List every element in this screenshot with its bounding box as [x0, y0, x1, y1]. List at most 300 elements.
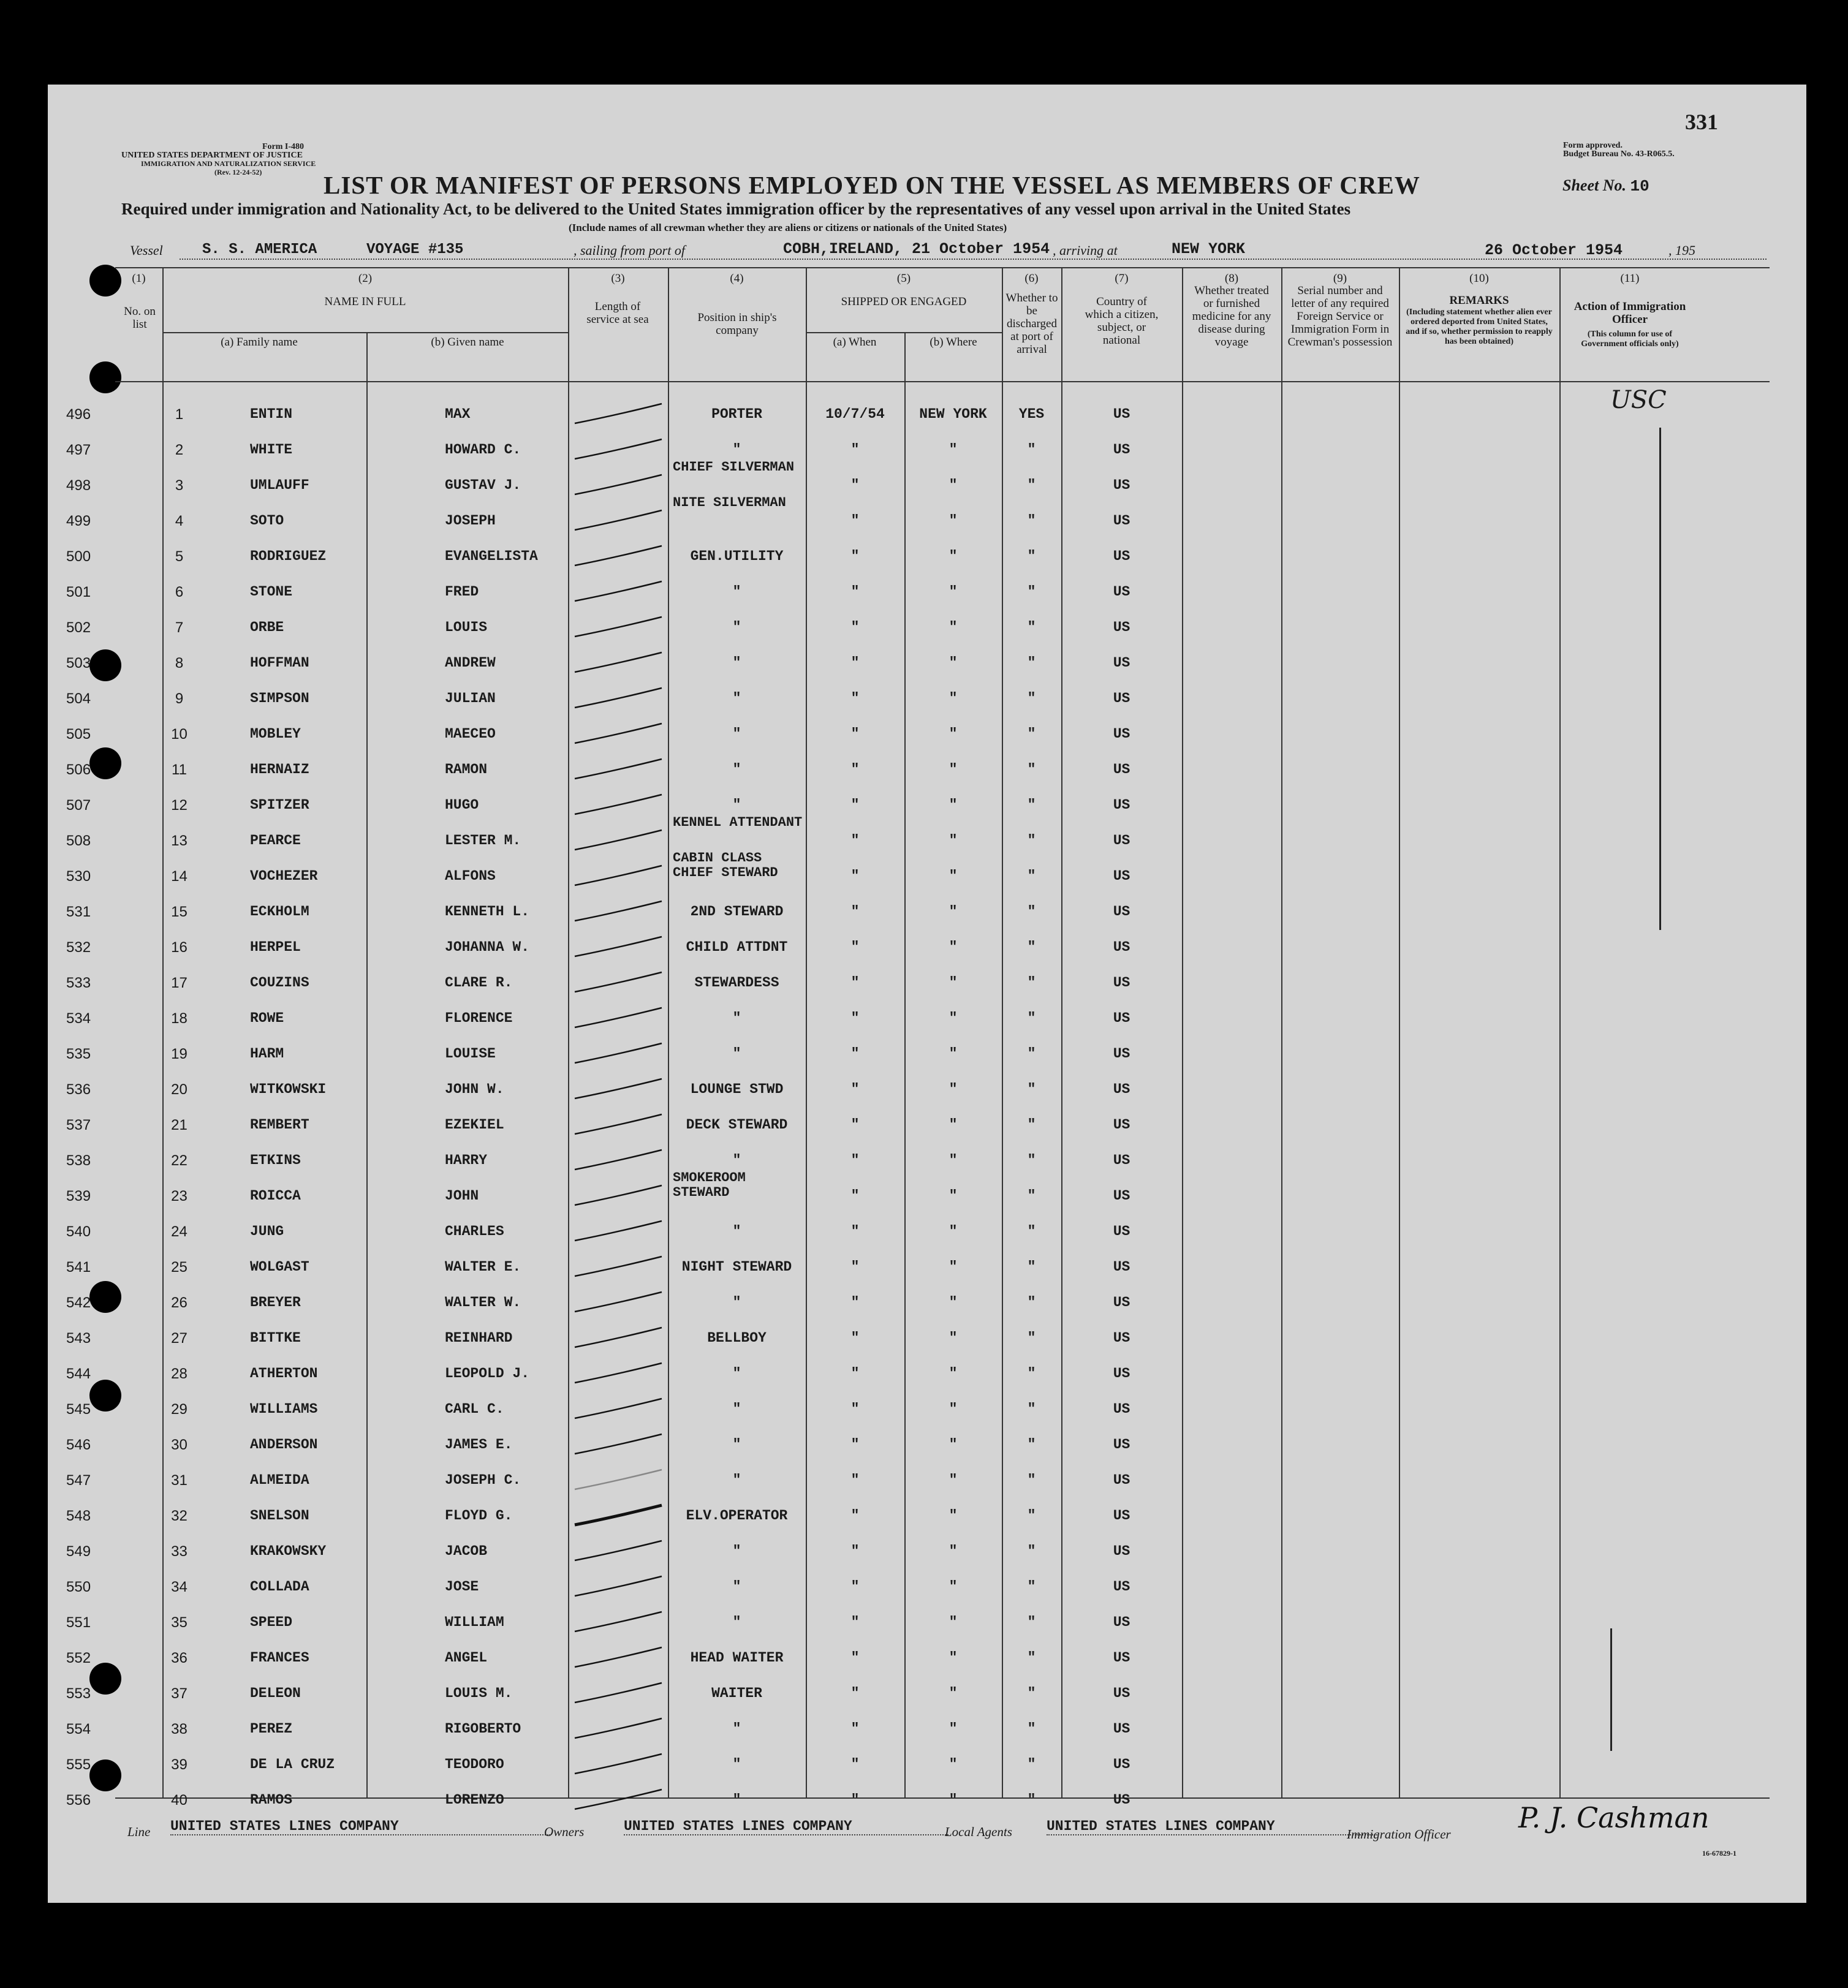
cell-country: US [1113, 797, 1130, 813]
cell-where: " [949, 1117, 958, 1133]
officer-signature: P. J. Cashman [1518, 1801, 1710, 1834]
cell-where: " [949, 939, 958, 955]
cell-family: WOLGAST [250, 1259, 309, 1275]
cell-position: " [732, 1614, 741, 1630]
cell-position: " [732, 1721, 741, 1737]
cell-position: " [732, 1756, 741, 1772]
cell-family: JUNG [250, 1223, 284, 1239]
col11-header: Action of Immigration Officer [1573, 300, 1686, 326]
cell-family: RAMOS [250, 1792, 293, 1808]
sheet-number-value: 10 [1630, 177, 1649, 195]
cell-no: 13 [171, 833, 187, 849]
col4-header: Position in ship's company [697, 311, 777, 337]
cell-given: GUSTAV J. [445, 477, 521, 493]
cell-family: MOBLEY [250, 726, 301, 742]
cell-when: " [850, 1756, 860, 1772]
cell-family: ATHERTON [250, 1366, 318, 1381]
owners-value: UNITED STATES LINES COMPANY [624, 1818, 949, 1835]
cell-country: US [1113, 1579, 1130, 1595]
cell-given: ANGEL [445, 1650, 488, 1666]
cell-country: US [1113, 442, 1130, 458]
cell-family: BITTKE [250, 1330, 301, 1346]
col9-num: (9) [1333, 272, 1347, 285]
cell-when: " [850, 690, 860, 706]
stamp-number: 551 [66, 1614, 91, 1631]
cell-when: " [850, 1472, 860, 1488]
cell-given: WILLIAM [445, 1614, 504, 1630]
cell-discharge: " [1027, 513, 1036, 529]
service-pen-stroke [570, 825, 668, 856]
cell-where: " [949, 1650, 958, 1666]
cell-discharge: " [1027, 655, 1036, 671]
cell-discharge: " [1027, 548, 1036, 564]
cell-country: US [1113, 1756, 1130, 1772]
cell-where: " [949, 619, 958, 635]
stamp-number: 552 [66, 1650, 91, 1666]
cell-where: " [949, 1188, 958, 1204]
service-pen-stroke [570, 1074, 668, 1105]
cell-discharge: " [1027, 1472, 1036, 1488]
stamp-number: 496 [66, 406, 91, 423]
service-pen-stroke [570, 1678, 668, 1709]
page-note: (Include names of all crewman whether they are aliens or citizens or nationals of the United States) [569, 222, 1007, 233]
cell-family: HERNAIZ [250, 762, 309, 777]
cell-family: PEREZ [250, 1721, 293, 1737]
cell-position: CABIN CLASS CHIEF STEWARD [673, 850, 778, 880]
cell-position: GEN.UTILITY [690, 548, 784, 564]
cell-where: " [949, 1792, 958, 1808]
cell-country: US [1113, 1010, 1130, 1026]
cell-country: US [1113, 619, 1130, 635]
cell-where: " [949, 1223, 958, 1239]
service-pen-stroke [570, 1785, 668, 1815]
service-pen-stroke [570, 1749, 668, 1780]
col7-header: Country of which a citizen, subject, or national [1085, 295, 1159, 347]
cell-discharge: " [1027, 1010, 1036, 1026]
col2-num: (2) [358, 272, 373, 285]
cell-discharge: " [1027, 584, 1036, 600]
col11-num: (11) [1620, 272, 1640, 285]
cell-no: 1 [175, 406, 184, 423]
cell-discharge: YES [1018, 406, 1045, 422]
cell-family: DE LA CRUZ [250, 1756, 335, 1772]
cell-family: BREYER [250, 1294, 301, 1310]
stamp-number: 549 [66, 1543, 91, 1560]
cell-when: " [850, 513, 860, 529]
cell-no: 38 [171, 1721, 187, 1737]
service-pen-stroke [570, 1642, 668, 1673]
cell-position: WAITER [711, 1685, 762, 1701]
cell-discharge: " [1027, 1792, 1036, 1808]
cell-family: WILLIAMS [250, 1401, 318, 1417]
cell-discharge: " [1027, 1543, 1036, 1559]
cell-when: " [850, 939, 860, 955]
cell-given: WALTER E. [445, 1259, 521, 1275]
cell-when: " [850, 1330, 860, 1346]
cell-position: ELV.OPERATOR [686, 1508, 788, 1524]
cell-given: TEODORO [445, 1756, 504, 1772]
cell-no: 34 [171, 1579, 187, 1595]
header-bottom-rule [115, 381, 1770, 382]
stamp-number: 502 [66, 619, 91, 636]
cell-where: " [949, 1543, 958, 1559]
cell-family: ROICCA [250, 1188, 301, 1204]
cell-given: JOSEPH [445, 513, 496, 529]
cell-country: US [1113, 1294, 1130, 1310]
cell-position: SMOKEROOM STEWARD [673, 1170, 746, 1200]
stamp-number: 497 [66, 442, 91, 458]
cell-given: LOUISE [445, 1046, 496, 1062]
cell-no: 32 [171, 1508, 187, 1524]
cell-position: 2ND STEWARD [690, 904, 784, 920]
cell-when: " [850, 655, 860, 671]
cell-when: " [850, 1010, 860, 1026]
cell-discharge: " [1027, 797, 1036, 813]
cell-family: HOFFMAN [250, 655, 309, 671]
cell-country: US [1113, 1508, 1130, 1524]
cell-where: " [949, 1721, 958, 1737]
cell-family: VOCHEZER [250, 868, 318, 884]
cell-when: " [850, 1614, 860, 1630]
cell-when: " [850, 726, 860, 742]
col6-header: Whether to be discharged at port of arrival [1005, 292, 1058, 356]
stamp-number: 530 [66, 868, 91, 885]
col2-header: NAME IN FULL [324, 295, 406, 308]
cell-given: ALFONS [445, 868, 496, 884]
cell-when: " [850, 1792, 860, 1808]
stamp-number: 504 [66, 690, 91, 707]
cell-where: " [949, 1685, 958, 1701]
cell-discharge: " [1027, 1366, 1036, 1381]
service-pen-stroke [570, 434, 668, 465]
col5-header: SHIPPED OR ENGAGED [841, 295, 967, 308]
stamp-number: 539 [66, 1188, 91, 1204]
service-pen-stroke [570, 1607, 668, 1638]
cell-position: " [732, 1223, 741, 1239]
arrival-date: 26 October 1954 [1485, 241, 1623, 259]
print-code: 16-67829-1 [1702, 1849, 1736, 1858]
cell-family: SOTO [250, 513, 284, 529]
cell-where: " [949, 726, 958, 742]
cell-no: 31 [171, 1472, 187, 1489]
cell-given: WALTER W. [445, 1294, 521, 1310]
cell-position: LOUNGE STWD [690, 1081, 784, 1097]
stamp-number: 500 [66, 548, 91, 565]
cell-family: DELEON [250, 1685, 301, 1701]
cell-position: " [732, 1579, 741, 1595]
cell-position: CHILD ATTDNT [686, 939, 788, 955]
cell-where: " [949, 1437, 958, 1453]
cell-given: HOWARD C. [445, 442, 521, 458]
cell-no: 40 [171, 1792, 187, 1808]
cell-no: 39 [171, 1756, 187, 1773]
service-pen-stroke [570, 470, 668, 501]
col2a-header: (a) Family name [221, 336, 298, 349]
service-pen-stroke [570, 541, 668, 572]
cell-where: " [949, 584, 958, 600]
cell-no: 18 [171, 1010, 187, 1027]
punch-hole [89, 1759, 121, 1791]
agents-value: UNITED STATES LINES COMPANY [1047, 1818, 1377, 1835]
cell-where: " [949, 1756, 958, 1772]
cell-position: " [732, 797, 741, 813]
cell-family: SPITZER [250, 797, 309, 813]
cell-discharge: " [1027, 1685, 1036, 1701]
cell-position: " [732, 690, 741, 706]
cell-where: " [949, 975, 958, 991]
cell-family: ENTIN [250, 406, 293, 422]
cell-discharge: " [1027, 1117, 1036, 1133]
cell-no: 20 [171, 1081, 187, 1098]
col8-header: Whether treated or furnished medicine for any disease during voyage [1192, 284, 1271, 349]
cell-given: EZEKIEL [445, 1117, 504, 1133]
cell-country: US [1113, 1259, 1130, 1275]
cell-no: 23 [171, 1188, 187, 1204]
stamp-number: 506 [66, 762, 91, 778]
cell-country: US [1113, 477, 1130, 493]
col1-num: (1) [132, 272, 146, 285]
cell-given: CLARE R. [445, 975, 513, 991]
cell-given: JOHN W. [445, 1081, 504, 1097]
stamp-number: 550 [66, 1579, 91, 1595]
cell-when: " [850, 1650, 860, 1666]
ditto-vertical-line [1659, 428, 1661, 930]
cell-no: 25 [171, 1259, 187, 1276]
cell-discharge: " [1027, 1294, 1036, 1310]
cell-given: JAMES E. [445, 1437, 513, 1453]
cell-where: NEW YORK [919, 406, 987, 422]
cell-country: US [1113, 1685, 1130, 1701]
cell-when: " [850, 619, 860, 635]
service-pen-stroke [570, 1181, 668, 1211]
cell-no: 21 [171, 1117, 187, 1133]
col8-num: (8) [1224, 272, 1239, 285]
cell-discharge: " [1027, 833, 1036, 848]
stamp-number: 555 [66, 1756, 91, 1773]
cell-when: " [850, 1401, 860, 1417]
service-pen-stroke [570, 1145, 668, 1176]
cell-when: " [850, 1685, 860, 1701]
voyage-number: VOYAGE #135 [366, 241, 464, 258]
service-pen-stroke [570, 896, 668, 927]
vessel-name: S. S. AMERICA [202, 241, 317, 258]
form-dept: UNITED STATES DEPARTMENT OF JUSTICE [121, 151, 303, 160]
service-pen-stroke [570, 399, 668, 429]
cell-when: " [850, 1543, 860, 1559]
cell-position: " [732, 1543, 741, 1559]
cell-discharge: " [1027, 619, 1036, 635]
cell-given: HUGO [445, 797, 479, 813]
cell-where: " [949, 1152, 958, 1168]
col-rule [1002, 267, 1003, 1797]
cell-given: REINHARD [445, 1330, 513, 1346]
cell-no: 14 [171, 868, 187, 885]
cell-given: LEOPOLD J. [445, 1366, 530, 1381]
cell-discharge: " [1027, 1401, 1036, 1417]
cell-no: 33 [171, 1543, 187, 1560]
cell-discharge: " [1027, 442, 1036, 458]
cell-country: US [1113, 1046, 1130, 1062]
service-pen-stroke [570, 1323, 668, 1353]
col4-num: (4) [730, 272, 744, 285]
cell-family: SIMPSON [250, 690, 309, 706]
cell-where: " [949, 1259, 958, 1275]
cell-when: " [850, 1152, 860, 1168]
cell-when: " [850, 1437, 860, 1453]
cell-no: 11 [172, 762, 187, 778]
stamp-number: 540 [66, 1223, 91, 1240]
cell-family: PEARCE [250, 833, 301, 848]
arriving-port: NEW YORK [1172, 240, 1246, 258]
cell-country: US [1113, 1366, 1130, 1381]
cell-position: " [732, 1010, 741, 1026]
stamp-number: 531 [66, 904, 91, 920]
cell-family: ANDERSON [250, 1437, 318, 1453]
cell-when: " [850, 1508, 860, 1524]
cell-family: ALMEIDA [250, 1472, 309, 1488]
service-pen-stroke [570, 648, 668, 678]
cell-given: KENNETH L. [445, 904, 530, 920]
col5a-header: (a) When [833, 336, 877, 349]
form-service: IMMIGRATION AND NATURALIZATION SERVICE [141, 159, 316, 168]
cell-no: 5 [175, 548, 184, 565]
manifest-sheet [48, 85, 1806, 1903]
stamp-number: 545 [66, 1401, 91, 1418]
cell-where: " [949, 477, 958, 493]
cell-given: JOHANNA W. [445, 939, 530, 955]
cell-discharge: " [1027, 726, 1036, 742]
cell-no: 24 [171, 1223, 187, 1240]
cell-no: 10 [171, 726, 187, 743]
cell-country: US [1113, 1792, 1130, 1808]
cell-country: US [1113, 1543, 1130, 1559]
stamp-number: 503 [66, 655, 91, 671]
cell-family: SPEED [250, 1614, 293, 1630]
cell-country: US [1113, 1152, 1130, 1168]
cell-family: WHITE [250, 442, 293, 458]
cell-family: WITKOWSKI [250, 1081, 327, 1097]
punch-hole [89, 649, 121, 681]
cell-where: " [949, 1508, 958, 1524]
cell-where: " [949, 1472, 958, 1488]
service-pen-stroke [570, 1536, 668, 1567]
cell-family: FRANCES [250, 1650, 309, 1666]
cell-country: US [1113, 1650, 1130, 1666]
page-subtitle: Required under immigration and Nationality Act, to be delivered to the United States immigration officer by the representatives of any vessel upon arrival in the United States [121, 200, 1351, 218]
cell-where: " [949, 1330, 958, 1346]
cell-country: US [1113, 975, 1130, 991]
cell-where: " [949, 1401, 958, 1417]
cell-country: US [1113, 833, 1130, 848]
cell-when: " [850, 1294, 860, 1310]
cell-when: " [850, 797, 860, 813]
action-usc: USC [1610, 386, 1667, 414]
cell-given: JULIAN [445, 690, 496, 706]
cell-when: 10/7/54 [825, 406, 885, 422]
cell-family: RODRIGUEZ [250, 548, 327, 564]
cell-country: US [1113, 726, 1130, 742]
cell-given: RIGOBERTO [445, 1721, 521, 1737]
col3-num: (3) [611, 272, 625, 285]
cell-country: US [1113, 1223, 1130, 1239]
cell-position: " [732, 1366, 741, 1381]
cell-where: " [949, 513, 958, 529]
stamp-number: 553 [66, 1685, 91, 1702]
cell-no: 3 [175, 477, 184, 494]
cell-position: " [732, 762, 741, 777]
cell-discharge: " [1027, 975, 1036, 991]
service-pen-stroke [570, 1571, 668, 1602]
page-number: 331 [1685, 110, 1718, 134]
name-header-rule [162, 332, 568, 333]
service-pen-stroke [570, 932, 668, 962]
cell-discharge: " [1027, 1437, 1036, 1453]
cell-no: 27 [171, 1330, 187, 1347]
cell-no: 37 [171, 1685, 187, 1702]
cell-no: 35 [171, 1614, 187, 1631]
cell-country: US [1113, 762, 1130, 777]
col9-header: Serial number and letter of any required Foreign Service or Immigration Form in Crewman's possession [1287, 284, 1393, 349]
cell-no: 12 [171, 797, 187, 814]
service-pen-stroke [570, 505, 668, 536]
cell-position: " [732, 584, 741, 600]
cell-family: REMBERT [250, 1117, 309, 1133]
cell-where: " [949, 1010, 958, 1026]
cell-where: " [949, 1046, 958, 1062]
stamp-number: 505 [66, 726, 91, 743]
vessel-label: Vessel [130, 243, 163, 258]
stamp-number: 498 [66, 477, 91, 494]
col11-subheader: (This column for use of Government officials only) [1581, 330, 1679, 349]
cell-country: US [1113, 1081, 1130, 1097]
cell-given: EVANGELISTA [445, 548, 538, 564]
cell-discharge: " [1027, 1081, 1036, 1097]
cell-when: " [850, 762, 860, 777]
col6-num: (6) [1024, 272, 1039, 285]
cell-family: ETKINS [250, 1152, 301, 1168]
cell-no: 28 [171, 1366, 187, 1382]
cell-discharge: " [1027, 939, 1036, 955]
service-pen-stroke [570, 1287, 668, 1318]
cell-where: " [949, 1366, 958, 1381]
cell-discharge: " [1027, 690, 1036, 706]
year-suffix: , 195 [1668, 243, 1695, 258]
col-rule [1182, 267, 1183, 1797]
cell-given: LESTER M. [445, 833, 521, 848]
cell-country: US [1113, 406, 1130, 422]
cell-country: US [1113, 513, 1130, 529]
col5b-header: (b) Where [930, 336, 977, 349]
cell-position: " [732, 619, 741, 635]
cell-country: US [1113, 655, 1130, 671]
shipped-header-rule [806, 332, 1002, 333]
cell-no: 4 [175, 513, 184, 529]
cell-position: " [732, 1437, 741, 1453]
cell-position: " [732, 1792, 741, 1808]
line-label: Line [127, 1824, 151, 1839]
cell-when: " [850, 1188, 860, 1204]
service-pen-stroke [570, 612, 668, 643]
cell-discharge: " [1027, 1756, 1036, 1772]
stamp-number: 538 [66, 1152, 91, 1169]
cell-country: US [1113, 1330, 1130, 1346]
cell-no: 22 [171, 1152, 187, 1169]
cell-position: " [732, 1152, 741, 1168]
service-pen-stroke [570, 719, 668, 749]
cell-where: " [949, 1081, 958, 1097]
stamp-number: 541 [66, 1259, 91, 1276]
cell-given: JOSE [445, 1579, 479, 1595]
